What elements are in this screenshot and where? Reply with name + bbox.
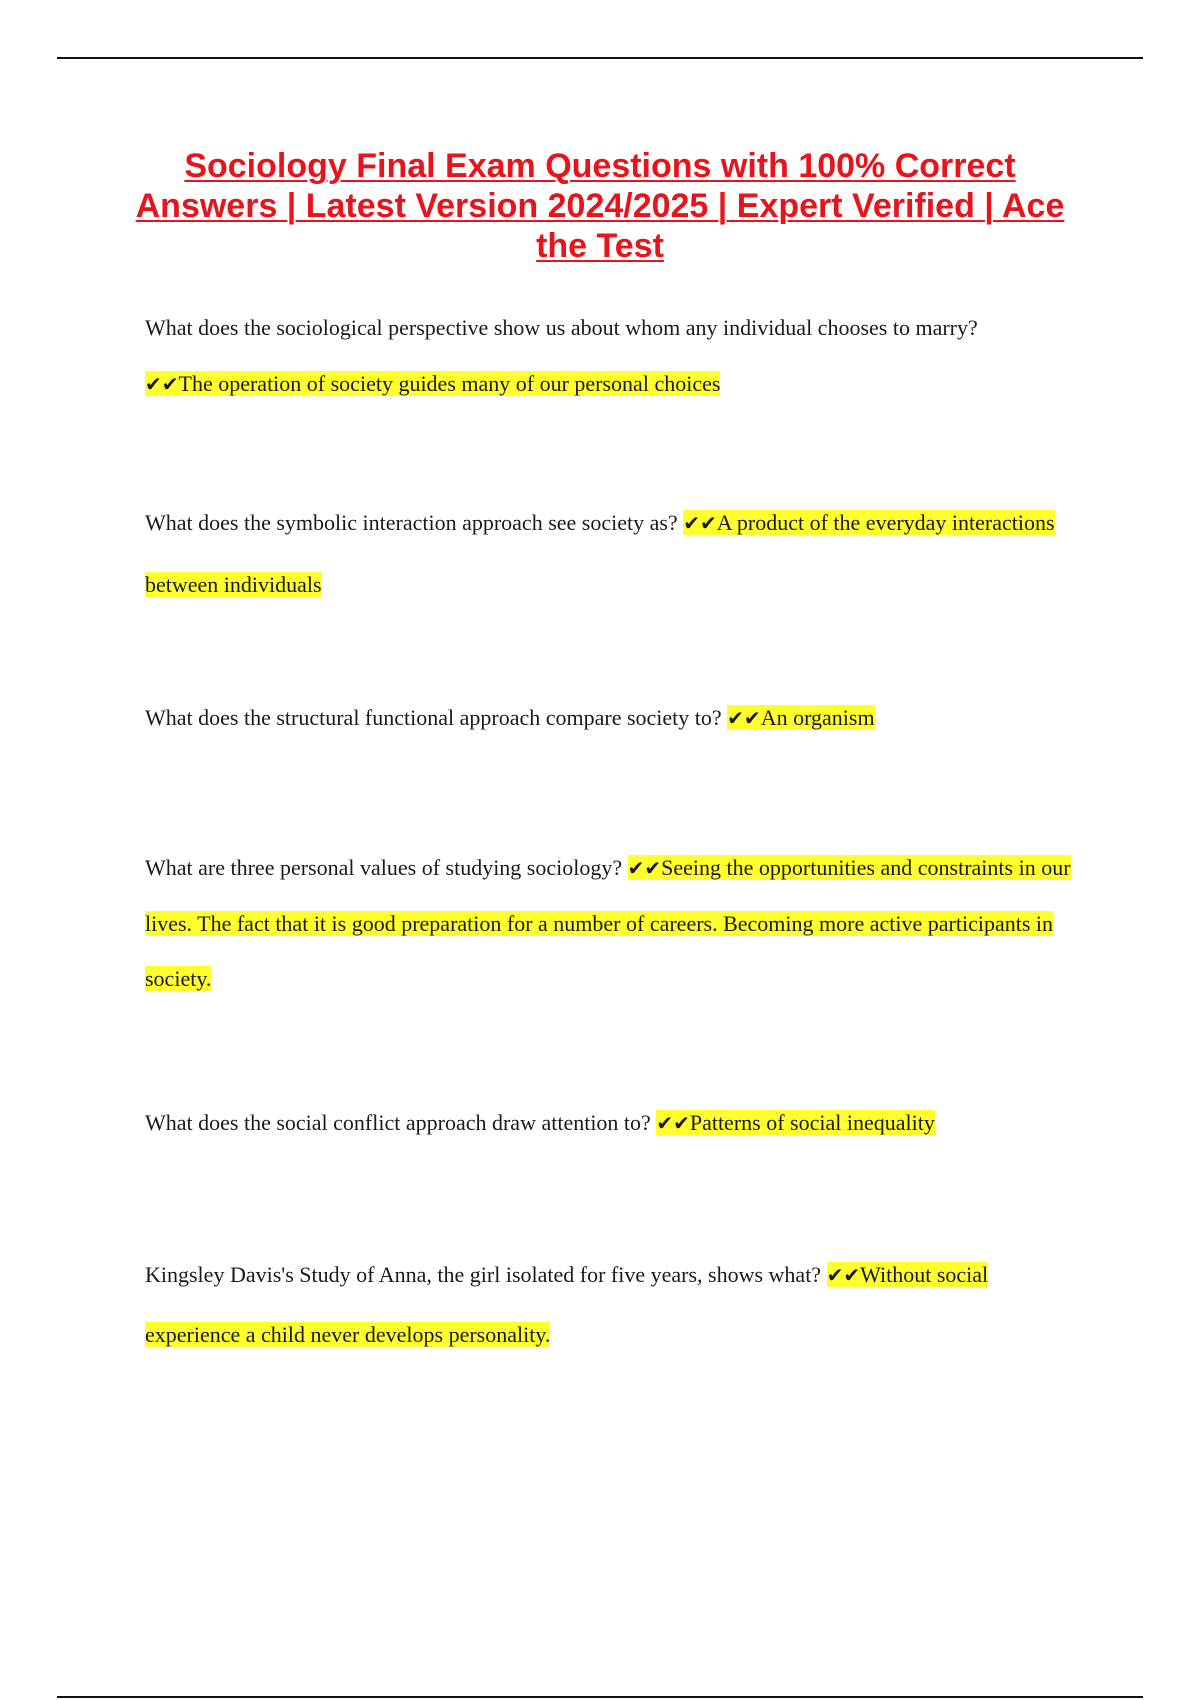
question-text: What are three personal values of studying sociology? (145, 855, 623, 880)
double-check-icon: ✔✔ (727, 706, 761, 730)
double-check-icon: ✔✔ (683, 511, 717, 535)
bottom-rule (57, 1696, 1143, 1698)
question-text: Kingsley Davis's Study of Anna, the girl isolated for five years, shows what? (145, 1262, 822, 1287)
top-rule (57, 57, 1143, 59)
answer-text: An organism (760, 705, 875, 730)
answer-text: Patterns of social inequality (689, 1110, 935, 1135)
question-text: What does the structural functional approach compare society to? (145, 705, 722, 730)
double-check-icon: ✔✔ (656, 1111, 690, 1135)
question-text: What does the symbolic interaction approach see society as? (145, 510, 678, 535)
double-check-icon: ✔✔ (145, 372, 179, 396)
answer-text: A product of the everyday interactions between individuals (145, 510, 1055, 597)
qa-item (145, 300, 1075, 412)
question-text: What does the social conflict approach draw attention to? (145, 1110, 651, 1135)
answer-highlight (656, 1110, 935, 1135)
qa-item (145, 840, 1075, 1006)
qa-item (145, 492, 1075, 615)
double-check-icon: ✔✔ (826, 1263, 861, 1287)
qa-item (145, 1095, 1075, 1151)
answer-highlight (727, 705, 874, 730)
qa-item (145, 690, 1075, 746)
question-text: What does the sociological perspective show us about whom any individual chooses to marry? (145, 315, 978, 340)
answer-text: Without social experience a child never develops personality. (145, 1262, 989, 1347)
double-check-icon: ✔✔ (627, 856, 662, 880)
qa-item (145, 1245, 1075, 1364)
answer-highlight (145, 371, 720, 396)
answer-text: The operation of society guides many of our personal choices (178, 371, 721, 396)
answer-text: Seeing the opportunities and constraints in our lives. The fact that it is good preparation for a number of careers. Becoming more active participants in society. (145, 855, 1071, 991)
document-title: Sociology Final Exam Questions with 100% Correct Answers | Latest Version 2024/2025 | Expert Verified | Ace the Test (135, 147, 1065, 265)
